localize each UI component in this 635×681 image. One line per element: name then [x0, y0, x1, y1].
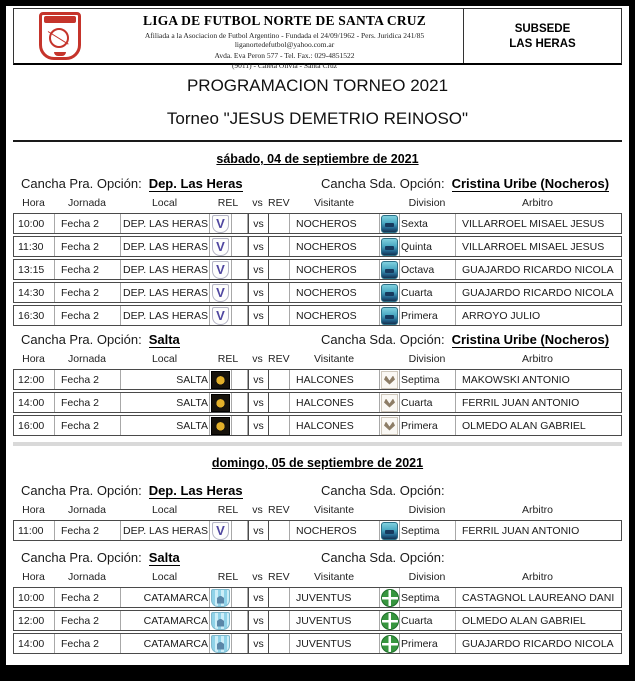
- col-arbitro: Arbitro: [522, 353, 553, 365]
- visit-team-crest-icon: [381, 215, 398, 233]
- rel-cell: [232, 588, 248, 607]
- subsede-box: [463, 9, 621, 63]
- visit-team-crest-icon: [381, 307, 398, 325]
- visit-team-name: NOCHEROS: [290, 521, 380, 540]
- visit-team-name: NOCHEROS: [290, 283, 380, 302]
- local-team-name: SALTA: [121, 370, 210, 389]
- match-hora: 14:00: [14, 393, 55, 412]
- visit-team-crest-icon: [381, 238, 398, 256]
- local-team-name: CATAMARCA: [121, 588, 210, 607]
- rel-cell: [232, 521, 248, 540]
- cancha-sda-value: Cristina Uribe (Nocheros): [451, 176, 610, 191]
- local-team-crest-icon: [212, 522, 229, 540]
- letterhead: [13, 8, 622, 70]
- match-row: [13, 305, 622, 326]
- title-divider: [13, 140, 622, 142]
- subsede-label: SUBSEDE: [514, 22, 571, 35]
- cancha-sda-label: Cancha Sda. Opción:: [321, 176, 445, 191]
- match-division: Primera: [400, 634, 456, 653]
- col-division: Division: [408, 571, 446, 583]
- org-email: liganortedefutbol@yahoo.com.ar: [234, 40, 335, 49]
- col-rev: REV: [268, 353, 290, 365]
- rel-cell: [232, 370, 248, 389]
- match-row: [13, 520, 622, 541]
- org-address-line: Avda. Eva Peron 577 - Tel. Fax.: 029-4851522: [214, 50, 355, 60]
- col-arbitro: Arbitro: [522, 504, 553, 516]
- rel-cell: [232, 260, 248, 279]
- col-arbitro: Arbitro: [522, 197, 553, 209]
- match-jornada: Fecha 2: [55, 611, 121, 630]
- cancha-row: [13, 543, 622, 569]
- cancha-row: [13, 328, 622, 351]
- rel-cell: [232, 214, 248, 233]
- col-visitante: Visitante: [313, 571, 355, 583]
- vs-label: vs: [248, 415, 269, 436]
- col-hora: Hora: [22, 571, 45, 583]
- vs-label: vs: [248, 520, 269, 541]
- match-division: Cuarta: [400, 611, 456, 630]
- col-vs: vs: [252, 197, 263, 209]
- titles: [13, 76, 622, 129]
- local-team-name: DEP. LAS HERAS: [121, 237, 210, 256]
- visit-team-name: HALCONES: [290, 416, 380, 435]
- cancha-pra-value: Dep. Las Heras: [148, 176, 243, 191]
- match-hora: 13:15: [14, 260, 55, 279]
- local-team-crest-icon: [211, 417, 230, 435]
- col-hora: Hora: [22, 353, 45, 365]
- col-rev: REV: [268, 571, 290, 583]
- match-row: [13, 282, 622, 303]
- match-arbitro: GUAJARDO RICARDO NICOLA: [462, 286, 614, 299]
- match-division: Septima: [400, 370, 456, 389]
- match-hora: 14:00: [14, 634, 55, 653]
- org-name: LIGA DE FUTBOL NORTE DE SANTA CRUZ: [143, 13, 426, 28]
- visit-team-name: JUVENTUS: [290, 634, 380, 653]
- match-arbitro: GUAJARDO RICARDO NICOLA: [462, 637, 614, 650]
- match-hora: 11:30: [14, 237, 55, 256]
- section-day1-salta: [13, 328, 622, 436]
- vs-label: vs: [248, 305, 269, 326]
- visit-team-crest-icon: [381, 417, 398, 435]
- match-row: [13, 610, 622, 631]
- visit-team-name: NOCHEROS: [290, 306, 380, 325]
- vs-label: vs: [248, 282, 269, 303]
- rel-cell: [232, 416, 248, 435]
- match-hora: 10:00: [14, 214, 55, 233]
- local-team-crest-icon: [212, 215, 229, 233]
- cancha-pra-value: Salta: [148, 332, 180, 347]
- local-team-name: CATAMARCA: [121, 634, 210, 653]
- match-division: Cuarta: [400, 283, 456, 302]
- match-jornada: Fecha 2: [55, 393, 121, 412]
- match-division: Quinta: [400, 237, 456, 256]
- cancha-pra-label: Cancha Pra. Opción:: [21, 176, 142, 191]
- col-visitante: Visitante: [313, 197, 355, 209]
- day-divider: [13, 442, 622, 446]
- match-jornada: Fecha 2: [55, 306, 121, 325]
- col-rel: REL: [217, 571, 239, 583]
- local-team-name: DEP. LAS HERAS: [121, 306, 210, 325]
- match-arbitro: OLMEDO ALAN GABRIEL: [462, 614, 586, 627]
- page-title: PROGRAMACION TORNEO 2021: [186, 76, 449, 95]
- subsede-location: LAS HERAS: [509, 37, 576, 50]
- local-team-crest-icon: [212, 307, 229, 325]
- col-vs: vs: [252, 353, 263, 365]
- visit-team-name: NOCHEROS: [290, 260, 380, 279]
- visit-team-name: JUVENTUS: [290, 588, 380, 607]
- col-rel: REL: [217, 504, 239, 516]
- match-row: [13, 587, 622, 608]
- rel-cell: [232, 306, 248, 325]
- rev-cell: [269, 611, 290, 630]
- match-arbitro: VILLARROEL MISAEL JESUS: [462, 217, 605, 230]
- col-rel: REL: [217, 197, 239, 209]
- letterhead-center: [106, 9, 463, 70]
- col-division: Division: [408, 197, 446, 209]
- match-division: Septima: [400, 588, 456, 607]
- match-row: [13, 415, 622, 436]
- rev-cell: [269, 588, 290, 607]
- match-arbitro: CASTAGNOL LAUREANO DANI: [462, 591, 615, 604]
- crest-foot: [54, 52, 66, 56]
- day-date: sábado, 04 de septiembre de 2021: [216, 152, 419, 166]
- vs-label: vs: [248, 236, 269, 257]
- match-division: Sexta: [400, 214, 456, 233]
- col-vs: vs: [252, 571, 263, 583]
- rev-cell: [269, 370, 290, 389]
- cancha-pra-label: Cancha Pra. Opción:: [21, 332, 142, 347]
- vs-label: vs: [248, 633, 269, 654]
- match-jornada: Fecha 2: [55, 214, 121, 233]
- rev-cell: [269, 260, 290, 279]
- rev-cell: [269, 634, 290, 653]
- visit-team-crest-icon: [381, 635, 399, 653]
- col-visitante: Visitante: [313, 353, 355, 365]
- section-day2-salta: [13, 543, 622, 654]
- match-row: [13, 392, 622, 413]
- local-team-crest-icon: [211, 589, 230, 607]
- crest-banner: [44, 16, 76, 23]
- local-team-name: DEP. LAS HERAS: [121, 521, 210, 540]
- cancha-pra-label: Cancha Pra. Opción:: [21, 550, 142, 565]
- local-team-name: DEP. LAS HERAS: [121, 260, 210, 279]
- column-headers: [13, 195, 622, 213]
- match-division: Primera: [400, 306, 456, 325]
- visit-team-crest-icon: [381, 522, 398, 540]
- col-jornada: Jornada: [68, 197, 106, 209]
- local-team-crest-icon: [212, 284, 229, 302]
- match-division: Octava: [400, 260, 456, 279]
- cancha-pra-label: Cancha Pra. Opción:: [21, 483, 142, 498]
- match-row: [13, 369, 622, 390]
- day-heading-sunday: [13, 454, 622, 472]
- match-jornada: Fecha 2: [55, 237, 121, 256]
- match-hora: 12:00: [14, 611, 55, 630]
- col-local: Local: [151, 571, 178, 583]
- match-row: [13, 633, 622, 654]
- local-team-crest-icon: [211, 371, 230, 389]
- col-rel: REL: [217, 353, 239, 365]
- section-day2-lasheras: [13, 476, 622, 541]
- visit-team-crest-icon: [381, 612, 399, 630]
- visit-team-crest-icon: [381, 284, 398, 302]
- col-visitante: Visitante: [313, 504, 355, 516]
- match-hora: 16:30: [14, 306, 55, 325]
- col-hora: Hora: [22, 197, 45, 209]
- match-jornada: Fecha 2: [55, 370, 121, 389]
- match-jornada: Fecha 2: [55, 416, 121, 435]
- match-hora: 12:00: [14, 370, 55, 389]
- rel-cell: [232, 283, 248, 302]
- col-hora: Hora: [22, 504, 45, 516]
- match-arbitro: MAKOWSKI ANTONIO: [462, 373, 570, 386]
- liga-crest-icon: [39, 12, 81, 60]
- local-team-crest-icon: [212, 238, 229, 256]
- match-hora: 16:00: [14, 416, 55, 435]
- match-row: [13, 213, 622, 234]
- match-jornada: Fecha 2: [55, 634, 121, 653]
- local-team-name: CATAMARCA: [121, 611, 210, 630]
- visit-team-crest-icon: [381, 589, 399, 607]
- section-day1-lasheras: [13, 172, 622, 326]
- col-jornada: Jornada: [68, 353, 106, 365]
- local-team-name: SALTA: [121, 393, 210, 412]
- rev-cell: [269, 521, 290, 540]
- cancha-pra-value: Dep. Las Heras: [148, 483, 243, 498]
- match-division: Cuarta: [400, 393, 456, 412]
- col-rev: REV: [268, 504, 290, 516]
- match-arbitro: GUAJARDO RICARDO NICOLA: [462, 263, 614, 276]
- rev-cell: [269, 283, 290, 302]
- match-row: [13, 259, 622, 280]
- match-jornada: Fecha 2: [55, 283, 121, 302]
- cancha-sda-label: Cancha Sda. Opción:: [321, 483, 445, 498]
- match-hora: 10:00: [14, 588, 55, 607]
- day-heading-saturday: [13, 150, 622, 168]
- match-jornada: Fecha 2: [55, 521, 121, 540]
- local-team-crest-icon: [211, 635, 230, 653]
- col-jornada: Jornada: [68, 571, 106, 583]
- local-team-crest-icon: [212, 261, 229, 279]
- cancha-sda-label: Cancha Sda. Opción:: [321, 550, 445, 565]
- cancha-row: [13, 476, 622, 502]
- match-jornada: Fecha 2: [55, 260, 121, 279]
- col-local: Local: [151, 353, 178, 365]
- match-arbitro: FERRIL JUAN ANTONIO: [462, 396, 580, 409]
- rel-cell: [232, 611, 248, 630]
- local-team-name: DEP. LAS HERAS: [121, 214, 210, 233]
- match-arbitro: OLMEDO ALAN GABRIEL: [462, 419, 586, 432]
- column-headers: [13, 502, 622, 520]
- match-arbitro: VILLARROEL MISAEL JESUS: [462, 240, 605, 253]
- col-local: Local: [151, 504, 178, 516]
- vs-label: vs: [248, 213, 269, 234]
- rev-cell: [269, 393, 290, 412]
- tournament-title: Torneo "JESUS DEMETRIO REINOSO": [166, 109, 469, 128]
- visit-team-name: NOCHEROS: [290, 214, 380, 233]
- liga-crest-cell: [14, 9, 106, 63]
- visit-team-name: NOCHEROS: [290, 237, 380, 256]
- match-jornada: Fecha 2: [55, 588, 121, 607]
- visit-team-crest-icon: [381, 371, 398, 389]
- match-division: Primera: [400, 416, 456, 435]
- visit-team-name: HALCONES: [290, 393, 380, 412]
- col-division: Division: [408, 504, 446, 516]
- column-headers: [13, 569, 622, 587]
- visit-team-name: HALCONES: [290, 370, 380, 389]
- cancha-sda-value: Cristina Uribe (Nocheros): [451, 332, 610, 347]
- column-headers: [13, 351, 622, 369]
- vs-label: vs: [248, 259, 269, 280]
- vs-label: vs: [248, 587, 269, 608]
- col-rev: REV: [268, 197, 290, 209]
- match-arbitro: FERRIL JUAN ANTONIO: [462, 524, 580, 537]
- rev-cell: [269, 214, 290, 233]
- match-division: Septima: [400, 521, 456, 540]
- col-jornada: Jornada: [68, 504, 106, 516]
- match-hora: 14:30: [14, 283, 55, 302]
- vs-label: vs: [248, 610, 269, 631]
- match-arbitro: ARROYO JULIO: [462, 309, 541, 322]
- col-arbitro: Arbitro: [522, 571, 553, 583]
- local-team-name: SALTA: [121, 416, 210, 435]
- visit-team-crest-icon: [381, 261, 398, 279]
- visit-team-crest-icon: [381, 394, 398, 412]
- vs-label: vs: [248, 369, 269, 390]
- col-division: Division: [408, 353, 446, 365]
- day-date: domingo, 05 de septiembre de 2021: [211, 456, 424, 470]
- rel-cell: [232, 237, 248, 256]
- col-local: Local: [151, 197, 178, 209]
- match-row: [13, 236, 622, 257]
- vs-label: vs: [248, 392, 269, 413]
- cancha-pra-value: Salta: [148, 550, 180, 565]
- org-affiliation-line: Afiliada a la Asociacion de Futbol Argentino - Fundada el 24/09/1962 - Pers. Juridica 241/85: [144, 30, 425, 40]
- rev-cell: [269, 237, 290, 256]
- local-team-crest-icon: [211, 612, 230, 630]
- rel-cell: [232, 634, 248, 653]
- cancha-row: [13, 172, 622, 195]
- cancha-sda-label: Cancha Sda. Opción:: [321, 332, 445, 347]
- col-vs: vs: [252, 504, 263, 516]
- rel-cell: [232, 393, 248, 412]
- local-team-name: DEP. LAS HERAS: [121, 283, 210, 302]
- org-city-line: (9011) - Caleta Olivia - Santa Cruz: [231, 61, 338, 70]
- match-hora: 11:00: [14, 521, 55, 540]
- local-team-crest-icon: [211, 394, 230, 412]
- rev-cell: [269, 306, 290, 325]
- visit-team-name: JUVENTUS: [290, 611, 380, 630]
- rev-cell: [269, 416, 290, 435]
